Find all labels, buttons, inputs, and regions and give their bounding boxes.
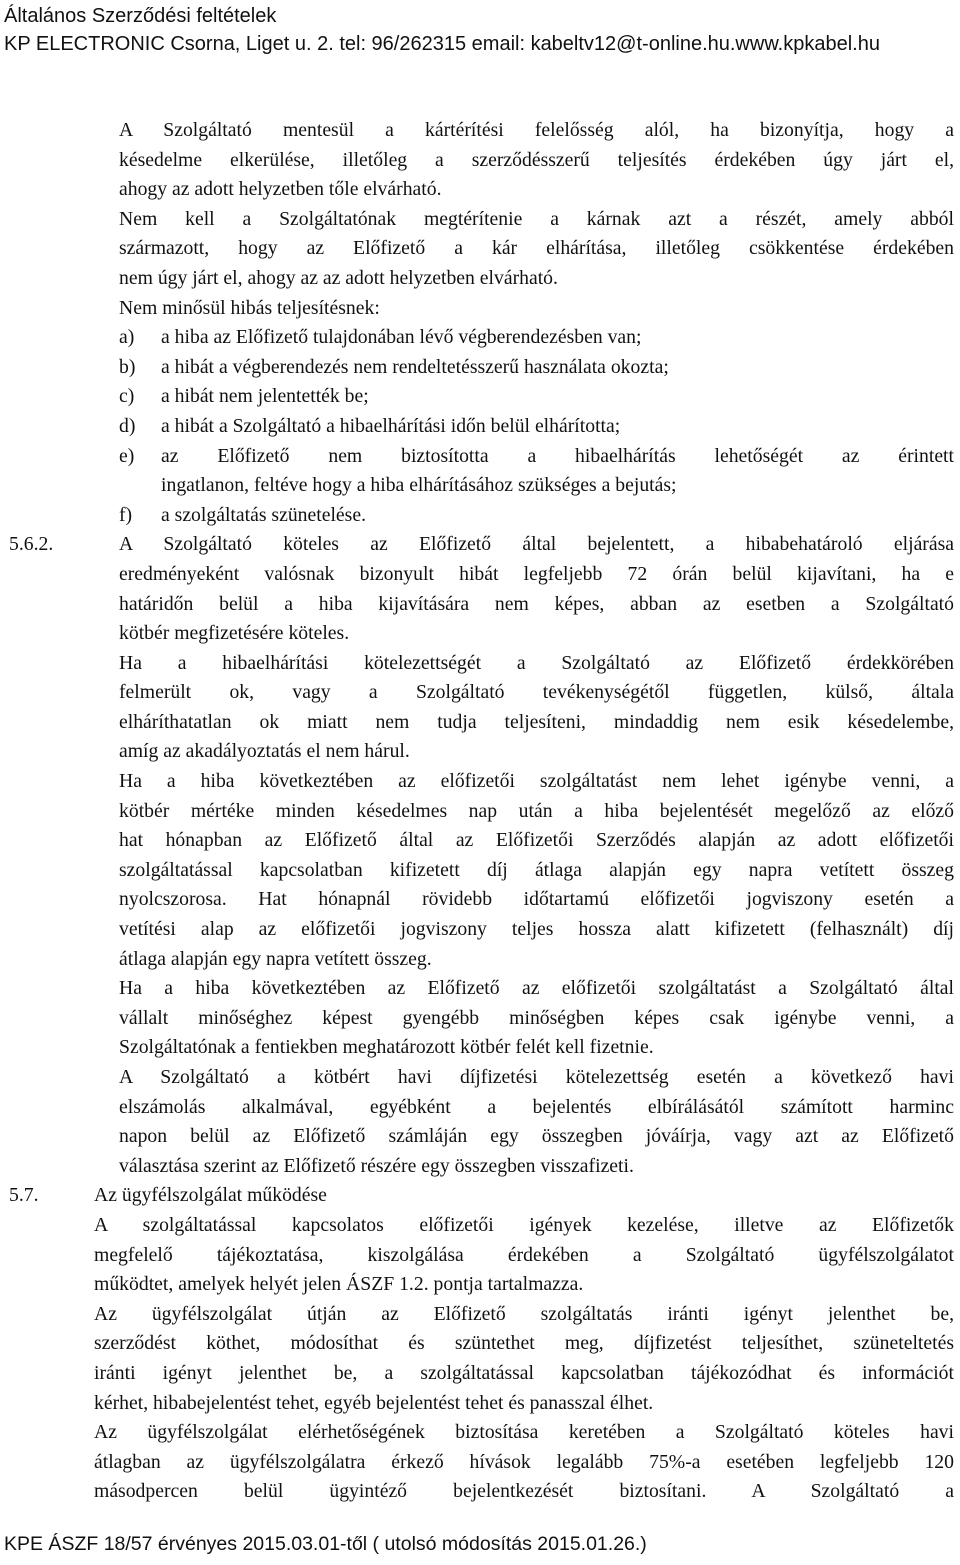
text-line: napon belül az Előfizető számláján egy összegben jóváírja, vagy azt az Előfizető: [119, 1125, 954, 1148]
text-line: választása szerint az Előfizető részére egy összegben visszafizeti.: [119, 1154, 634, 1177]
section-paragraph: [119, 974, 954, 1063]
list-item-letter: e): [119, 444, 135, 467]
list-item-text: a hiba az Előfizető tulajdonában lévő végberendezésben van;: [161, 326, 642, 349]
list-item-text: a hibát nem jelentették be;: [161, 385, 369, 408]
text-line: Az ügyfélszolgálat útján az Előfizető szolgáltatás iránti igényt jelenthet be,: [94, 1302, 954, 1325]
section-number: 5.6.2.: [9, 533, 54, 556]
exclusion-list: [0, 323, 960, 530]
document-title: Általános Szerződési feltételek: [4, 5, 277, 27]
list-item: [0, 382, 960, 412]
list-item-text: a hibát a Szolgáltató a hibaelhárítási időn belül elhárította;: [161, 414, 621, 437]
text-line: vállalt minőséghez képest gyengébb minőségben képes csak igénybe venni, a: [119, 1006, 954, 1029]
list-item-letter: d): [119, 414, 136, 437]
section-title: Az ügyfélszolgálat működése: [94, 1184, 327, 1207]
list-item-text: ingatlanon, feltéve hogy a hiba elhárításához szükséges a bejutás;: [161, 474, 677, 497]
section-paragraph: [94, 1211, 954, 1300]
text-line: Ha a hibaelhárítási kötelezettségét a Szolgáltató az Előfizető érdekkörében: [119, 651, 954, 674]
text-line: eredményeként valósnak bizonyult hibát legfeljebb 72 órán belül kijavítani, ha e: [119, 562, 954, 585]
section-number: 5.7.: [9, 1184, 39, 1207]
text-line: származott, hogy az Előfizető a kár elhárítása, illetőleg csökkentése érdekében: [119, 237, 954, 260]
text-line: kérhet, hibabejelentést tehet, egyéb bejelentést tehet és panasszal élhet.: [94, 1391, 654, 1414]
section-paragraph: [119, 530, 954, 648]
text-line: A Szolgáltató köteles az Előfizető által bejelentett, a hibabehatároló eljárása: [119, 533, 954, 556]
section-5-6-2: [0, 530, 960, 1181]
list-item: [0, 412, 960, 442]
text-line: A szolgáltatással kapcsolatos előfizetői igények kezelése, illetve az Előfizetők: [94, 1213, 954, 1236]
list-item: [0, 353, 960, 383]
text-line: A Szolgáltató mentesül a kártérítési felelősség alól, ha bizonyítja, hogy a: [119, 119, 954, 141]
section-paragraph: [94, 1300, 954, 1418]
section-paragraph: [119, 1063, 954, 1181]
text-line: felmerült ok, vagy a Szolgáltató tevékenységétől független, külső, általa: [119, 681, 954, 704]
text-line: szerződést köthet, módosíthat és szüntethet meg, díjfizetést teljesíthet, szüneteltetés: [94, 1332, 954, 1355]
list-item-letter: f): [119, 503, 133, 526]
text-line: nem úgy járt el, ahogy az az adott helyzetben elvárható.: [119, 266, 558, 289]
text-line: kötbér mértéke minden késedelmes nap után a hiba bejelentését megelőző az előző: [119, 799, 954, 822]
text-line: elháríthatatlan ok miatt nem tudja teljesíteni, mindaddig nem esik késedelembe,: [119, 710, 954, 733]
list-intro: [0, 294, 960, 324]
list-item-letter: b): [119, 355, 136, 378]
text-line: Az ügyfélszolgálat elérhetőségének biztosítása keretében a Szolgáltató köteles havi: [94, 1421, 954, 1444]
text-line: ahogy az adott helyzetben tőle elvárható.: [119, 178, 442, 201]
text-line: átlaga alapján egy napra vetített összeg.: [119, 947, 432, 970]
text-line: nyolcszorosa. Hat hónapnál rövidebb időtartamú előfizetői jogviszony esetén a: [119, 888, 954, 911]
text-line: megfelelő tájékoztatása, kiszolgálása érdekében a Szolgáltató ügyfélszolgálatot: [94, 1243, 954, 1266]
text-line: működtet, amelyek helyét jelen ÁSZF 1.2. pontja tartalmazza.: [94, 1273, 584, 1296]
text-line: késedelme elkerülése, illetőleg a szerződésszerű teljesítés érdekében úgy járt el,: [119, 148, 954, 171]
text-line: szolgáltatással kapcsolatban kifizetett díj átlaga alapján egy napra vetített összeg: [119, 858, 954, 881]
text-line: Nem kell a Szolgáltatónak megtérítenie a kárnak azt a részét, amely abból: [119, 207, 954, 230]
list-item: [0, 501, 960, 531]
text-line: Ha a hiba következtében az Előfizető az előfizetői szolgáltatást a Szolgáltató által: [119, 977, 954, 1000]
text-line: elszámolás alkalmával, egyébként a bejelentés elbírálásától számított harminc: [119, 1095, 954, 1118]
list-intro-text: Nem minősül hibás teljesítésnek:: [119, 296, 380, 319]
text-line: határidőn belül a hiba kijavítására nem képes, abban az esetben a Szolgáltató: [119, 592, 954, 615]
list-item-text: a hibát a végberendezés nem rendeltetésszerű használata okozta;: [161, 355, 669, 378]
list-item-letter: c): [119, 385, 135, 408]
page-header: [4, 2, 956, 58]
list-item: [0, 323, 960, 353]
text-line: másodpercen belül ügyintéző bejelentkezését biztosítani. A Szolgáltató a: [94, 1480, 954, 1503]
list-item: [0, 442, 960, 501]
text-line: vetítési alap az előfizetői jogviszony teljes hossza alatt kifizetett (felhasznált) díj: [119, 918, 954, 941]
document-body: [0, 116, 960, 1507]
section-paragraph: [119, 767, 954, 974]
section-paragraph: [94, 1418, 954, 1507]
text-line: amíg az akadályoztatás el nem hárul.: [119, 740, 410, 763]
section-paragraph: [119, 649, 954, 767]
text-line: Szolgáltatónak a fentiekben meghatározott kötbér felét kell fizetnie.: [119, 1036, 654, 1059]
text-line: iránti igényt jelenthet be, a szolgáltatással kapcsolatban tájékozódhat és információt: [94, 1361, 954, 1384]
text-line: átlagban az ügyfélszolgálatra érkező hívások legalább 75%-a esetében legfeljebb 120: [94, 1450, 954, 1473]
page-footer: KPE ÁSZF 18/57 érvényes 2015.03.01-től ( utolsó módosítás 2015.01.26.): [4, 1533, 647, 1555]
section-5-7: [0, 1181, 960, 1507]
text-line: A Szolgáltató a kötbért havi díjfizetési kötelezettség esetén a következő havi: [119, 1066, 954, 1088]
list-item-letter: a): [119, 326, 135, 349]
damage-reimbursement-paragraph: [0, 205, 960, 294]
text-line: Ha a hiba következtében az előfizetői szolgáltatást nem lehet igénybe venni, a: [119, 770, 954, 793]
liability-exemption-paragraph: [0, 116, 960, 205]
text-line: kötbér megfizetésére köteles.: [119, 622, 350, 645]
list-item-text: az Előfizető nem biztosította a hibaelhárítás lehetőségét az érintett: [161, 444, 954, 467]
text-line: hat hónapban az Előfizető által az Előfizetői Szerződés alapján az adott előfizetői: [119, 829, 954, 852]
list-item-text: a szolgáltatás szünetelése.: [161, 503, 366, 526]
company-contact-line: KP ELECTRONIC Csorna, Liget u. 2. tel: 96/262315 email: kabeltv12@t-online.hu.www.kpkabel.hu: [4, 33, 880, 55]
